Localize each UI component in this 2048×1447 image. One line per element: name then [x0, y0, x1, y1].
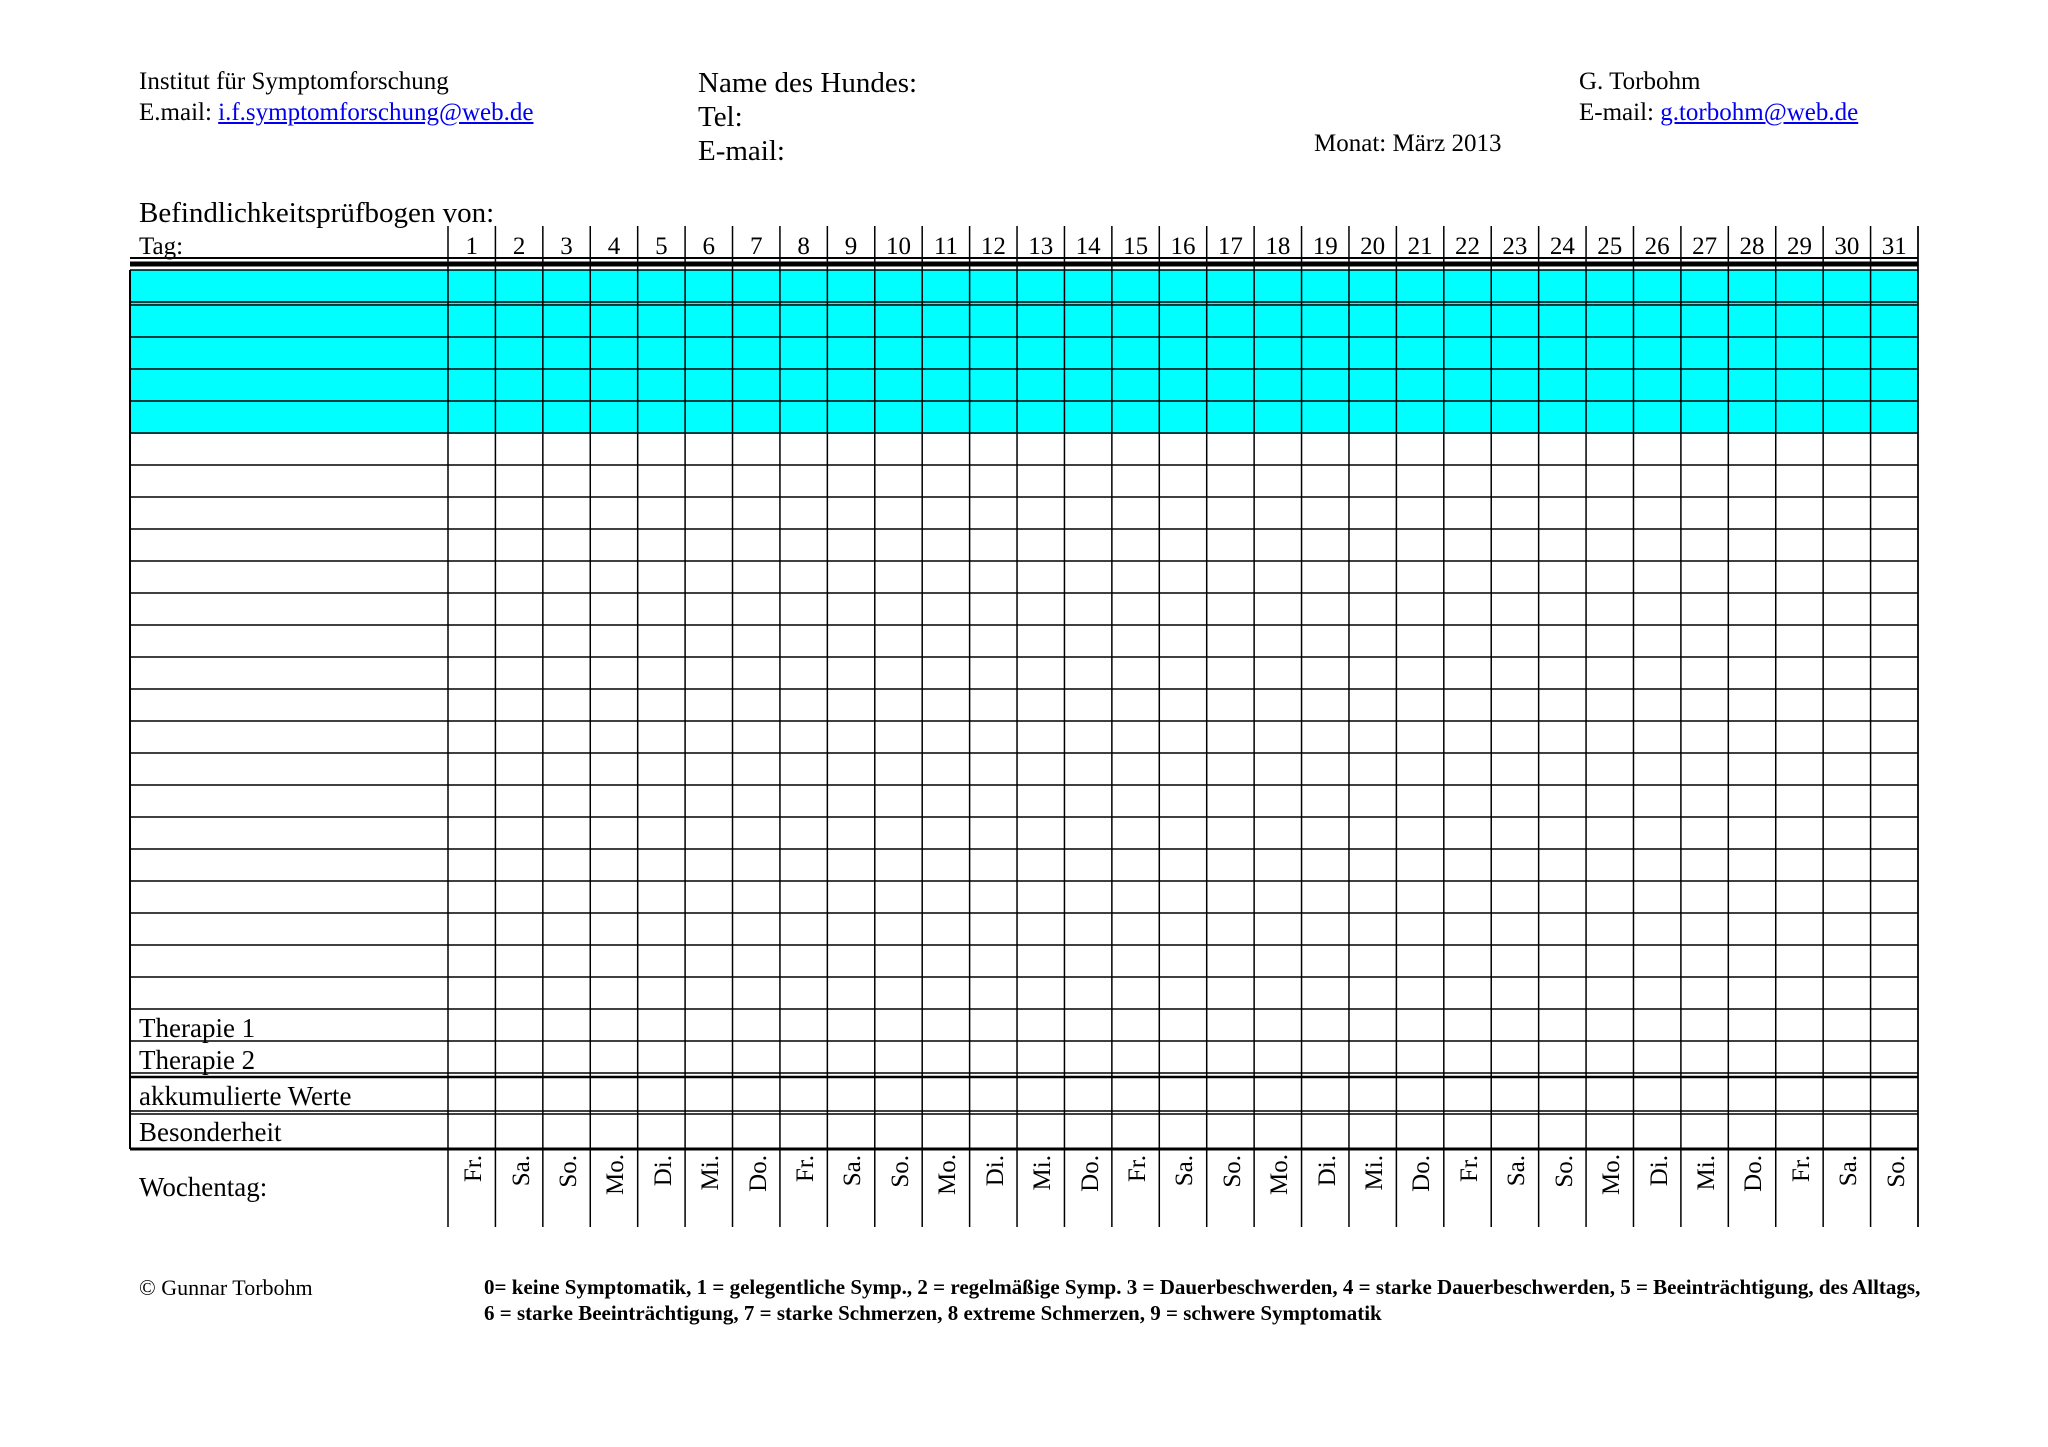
day-number: 29 [1786, 233, 1812, 260]
weekday-label: Wochentag: [139, 1172, 268, 1202]
day-number: 5 [655, 233, 668, 260]
weekday-label-vertical: So. [1550, 1155, 1578, 1188]
day-number: 26 [1644, 233, 1670, 260]
special-label: Besonderheit [139, 1117, 282, 1147]
weekday-label-vertical: Fr. [1787, 1155, 1815, 1183]
day-number: 16 [1170, 233, 1196, 260]
weekday-label-vertical: Mo. [1598, 1154, 1626, 1195]
weekday-label-vertical: Do. [1076, 1155, 1104, 1192]
weekday-label-vertical: Mi. [1029, 1155, 1057, 1191]
form-title: Befindlichkeitsprüfbogen von: [139, 197, 495, 229]
day-number: 10 [885, 233, 911, 260]
weekday-label-vertical: Di. [1313, 1155, 1341, 1187]
weekday-label-vertical: Sa. [1171, 1155, 1199, 1187]
weekday-label-vertical: Do. [744, 1155, 772, 1192]
cyan-highlight-band [130, 270, 1918, 434]
day-label: Tag: [139, 233, 184, 260]
day-number: 18 [1265, 233, 1291, 260]
day-number: 4 [607, 233, 621, 260]
weekday-label-vertical: Di. [1645, 1155, 1673, 1187]
weekday-label-vertical: Di. [649, 1155, 677, 1187]
legend-line-2: 6 = starke Beeinträchtigung, 7 = starke Schmerzen, 8 extreme Schmerzen, 9 = schwere Symptomatik [484, 1301, 1382, 1325]
therapy-2-label: Therapie 2 [139, 1045, 256, 1075]
weekday-label-vertical: So. [1882, 1155, 1910, 1188]
weekday-label-vertical: Di. [981, 1155, 1009, 1187]
weekday-label-vertical: Mo. [934, 1154, 962, 1195]
weekday-label-vertical: Sa. [1503, 1155, 1531, 1187]
day-number: 11 [933, 233, 958, 260]
legend-line-1: 0= keine Symptomatik, 1 = gelegentliche Symp., 2 = regelmäßige Symp. 3 = Dauerbeschwerden, 4 = starke Dauerbeschwerden, 5 = Beeinträchtigung, des Alltags, [484, 1275, 1921, 1299]
weekday-label-vertical: Mo. [602, 1154, 630, 1195]
weekday-label-vertical: Sa. [1835, 1155, 1863, 1187]
tel-label: Tel: [698, 101, 743, 133]
day-number: 23 [1502, 233, 1528, 260]
accumulated-label: akkumulierte Werte [139, 1081, 352, 1111]
day-number: 24 [1549, 233, 1575, 260]
weekday-label-vertical: So. [886, 1155, 914, 1188]
weekday-label-vertical: Fr. [1123, 1155, 1151, 1183]
day-number: 9 [844, 233, 858, 260]
institute-email-label: E.mail: [139, 99, 219, 126]
weekday-label-vertical: So. [1218, 1155, 1246, 1188]
weekday-label-vertical: Mo. [1266, 1154, 1294, 1195]
day-number: 17 [1217, 233, 1243, 260]
weekday-label-vertical: Mi. [1361, 1155, 1389, 1191]
day-number: 8 [797, 233, 810, 260]
weekday-label-vertical: Fr. [792, 1155, 820, 1183]
weekday-label-vertical: Sa. [507, 1155, 535, 1187]
day-number: 13 [1028, 233, 1054, 260]
day-number: 31 [1881, 233, 1907, 260]
day-number: 28 [1739, 233, 1765, 260]
day-number: 14 [1075, 233, 1101, 260]
dog-name-label: Name des Hundes: [698, 67, 918, 99]
author-email-link[interactable]: g.torbohm@web.de [1660, 99, 1859, 126]
therapy-1-label: Therapie 1 [139, 1013, 256, 1043]
month-label: Monat: März 2013 [1314, 130, 1502, 157]
institute-email-link[interactable]: i.f.symptomforschung@web.de [218, 99, 534, 126]
institute-name: Institut für Symptomforschung [139, 68, 449, 95]
day-number: 27 [1692, 233, 1718, 260]
day-number: 6 [702, 233, 716, 260]
author-email-label: E-mail: [1579, 99, 1661, 126]
day-number: 19 [1312, 233, 1338, 260]
day-number: 22 [1455, 233, 1480, 260]
copyright: © Gunnar Torbohm [139, 1275, 313, 1300]
author-name: G. Torbohm [1579, 68, 1701, 95]
day-number: 25 [1597, 233, 1623, 260]
day-number: 15 [1123, 233, 1149, 260]
weekday-label-vertical: Mi. [1692, 1155, 1720, 1191]
weekday-label-vertical: Do. [1740, 1155, 1768, 1192]
day-number: 1 [465, 233, 478, 260]
weekday-label-vertical: So. [554, 1155, 582, 1188]
weekday-label-vertical: Mi. [697, 1155, 725, 1191]
weekday-label-vertical: Do. [1408, 1155, 1436, 1192]
day-number: 3 [560, 233, 573, 260]
day-number: 30 [1834, 233, 1860, 260]
weekday-label-vertical: Fr. [1455, 1155, 1483, 1183]
day-number: 12 [980, 233, 1006, 260]
day-number: 20 [1360, 233, 1386, 260]
weekday-label-vertical: Fr. [460, 1155, 488, 1183]
day-number: 2 [512, 233, 526, 260]
day-number: 7 [749, 233, 763, 260]
weekday-label-vertical: Sa. [839, 1155, 867, 1187]
day-number: 21 [1407, 233, 1433, 260]
email-label: E-mail: [698, 135, 785, 167]
